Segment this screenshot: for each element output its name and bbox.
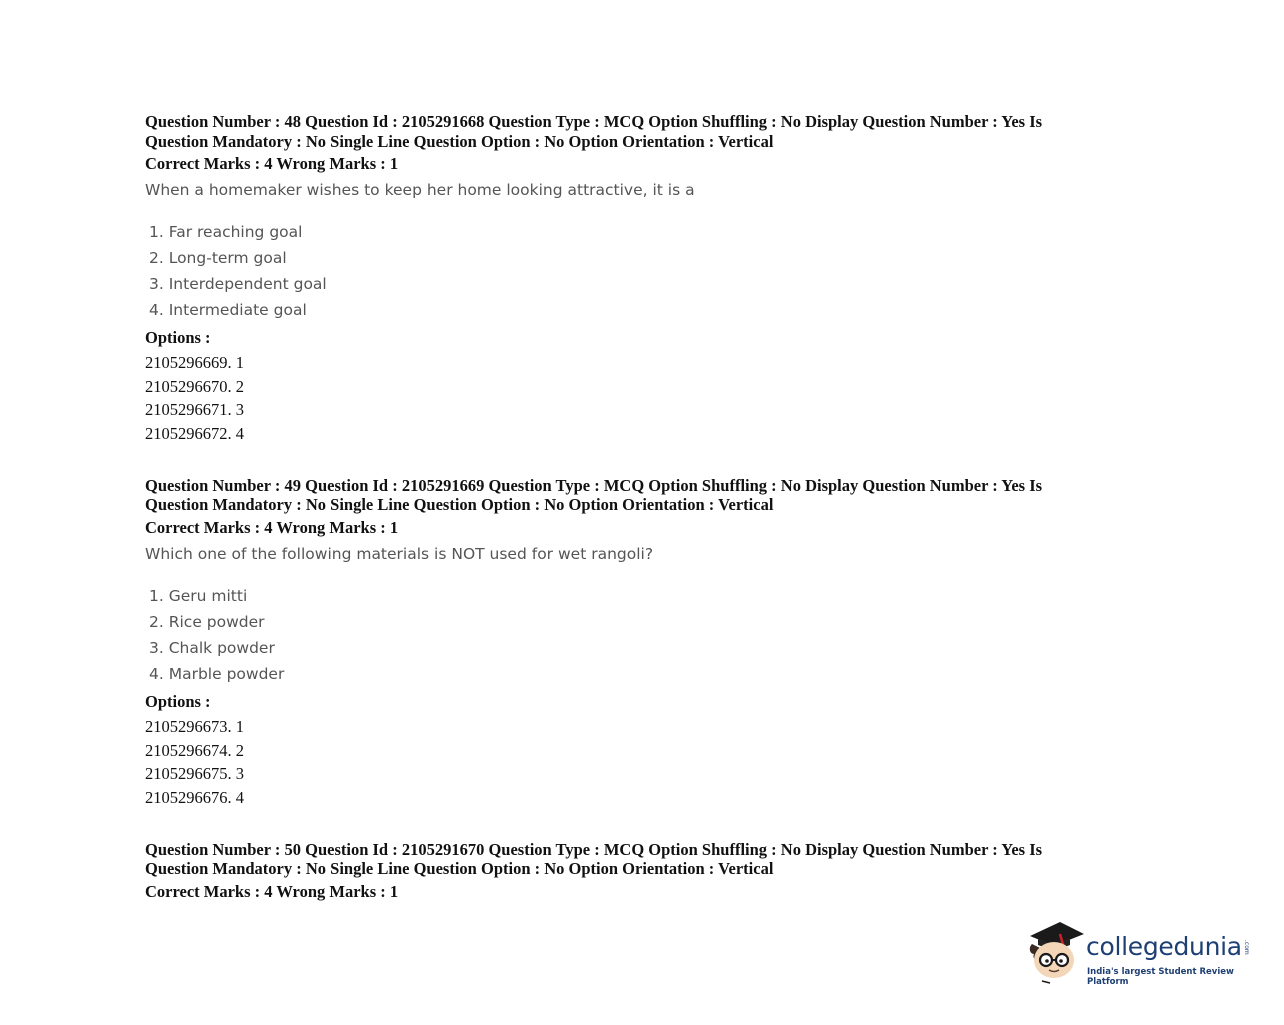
option-id-item: 2105296674. 2	[145, 740, 244, 760]
answer-choices	[149, 219, 1145, 323]
logo-tagline: India's largest Student Review Platform	[1087, 967, 1234, 987]
choice-item: 4. Marble powder	[149, 664, 285, 683]
meta-line-1: Question Number : 49 Question Id : 2105291669 Question Type : MCQ Option Shuffling : No Display Question Number : Yes Is	[145, 475, 1043, 495]
option-id-item: 2105296675. 3	[145, 764, 244, 784]
marks-line: Correct Marks : 4 Wrong Marks : 1	[145, 154, 399, 173]
question-meta	[145, 112, 1145, 151]
choice-item: 1. Far reaching goal	[149, 223, 303, 241]
meta-line-1: Question Number : 50 Question Id : 2105291670 Question Type : MCQ Option Shuffling : No Display Question Number : Yes Is	[145, 839, 1043, 859]
logo-wordmark: collegedunia	[1086, 932, 1242, 961]
choice-item: 3. Chalk powder	[149, 638, 275, 657]
question-text: Which one of the following materials is NOT used for wet rangoli?	[145, 544, 654, 563]
question-paper	[145, 112, 1145, 901]
choice-item: 4. Intermediate goal	[149, 301, 307, 319]
options-heading: Options :	[145, 328, 211, 347]
option-id-item: 2105296672. 4	[145, 424, 244, 444]
question-50	[145, 840, 1145, 901]
option-id-item: 2105296671. 3	[145, 400, 244, 420]
meta-line-2: Question Mandatory : No Single Line Question Option : No Option Orientation : Vertical	[145, 495, 774, 515]
option-id-item: 2105296676. 4	[145, 787, 244, 807]
option-id-item: 2105296670. 2	[145, 376, 244, 396]
question-meta	[145, 476, 1145, 515]
option-id-list	[145, 351, 1145, 446]
question-meta	[145, 840, 1145, 879]
meta-line-2: Question Mandatory : No Single Line Question Option : No Option Orientation : Vertical	[145, 131, 774, 151]
meta-line-1: Question Number : 48 Question Id : 2105291668 Question Type : MCQ Option Shuffling : No Display Question Number : Yes Is	[145, 112, 1043, 131]
marks-line: Correct Marks : 4 Wrong Marks : 1	[145, 881, 399, 901]
choice-item: 3. Interdependent goal	[149, 275, 327, 293]
question-49	[145, 476, 1145, 810]
option-id-list	[145, 715, 1145, 810]
logo-domain: .com	[1243, 940, 1250, 955]
mascot-icon	[1024, 918, 1086, 984]
choice-item: 2. Long-term goal	[149, 249, 287, 267]
meta-line-2: Question Mandatory : No Single Line Question Option : No Option Orientation : Vertical	[145, 859, 774, 879]
answer-choices	[149, 583, 1145, 687]
choice-item: 2. Rice powder	[149, 612, 265, 631]
choice-item: 1. Geru mitti	[149, 586, 248, 605]
question-text: When a homemaker wishes to keep her home looking attractive, it is a	[145, 181, 695, 199]
option-id-item: 2105296669. 1	[145, 353, 244, 372]
collegedunia-logo	[1024, 918, 1264, 988]
option-id-item: 2105296673. 1	[145, 716, 244, 736]
marks-line: Correct Marks : 4 Wrong Marks : 1	[145, 517, 399, 537]
options-heading: Options :	[145, 691, 211, 711]
question-48	[145, 112, 1145, 446]
